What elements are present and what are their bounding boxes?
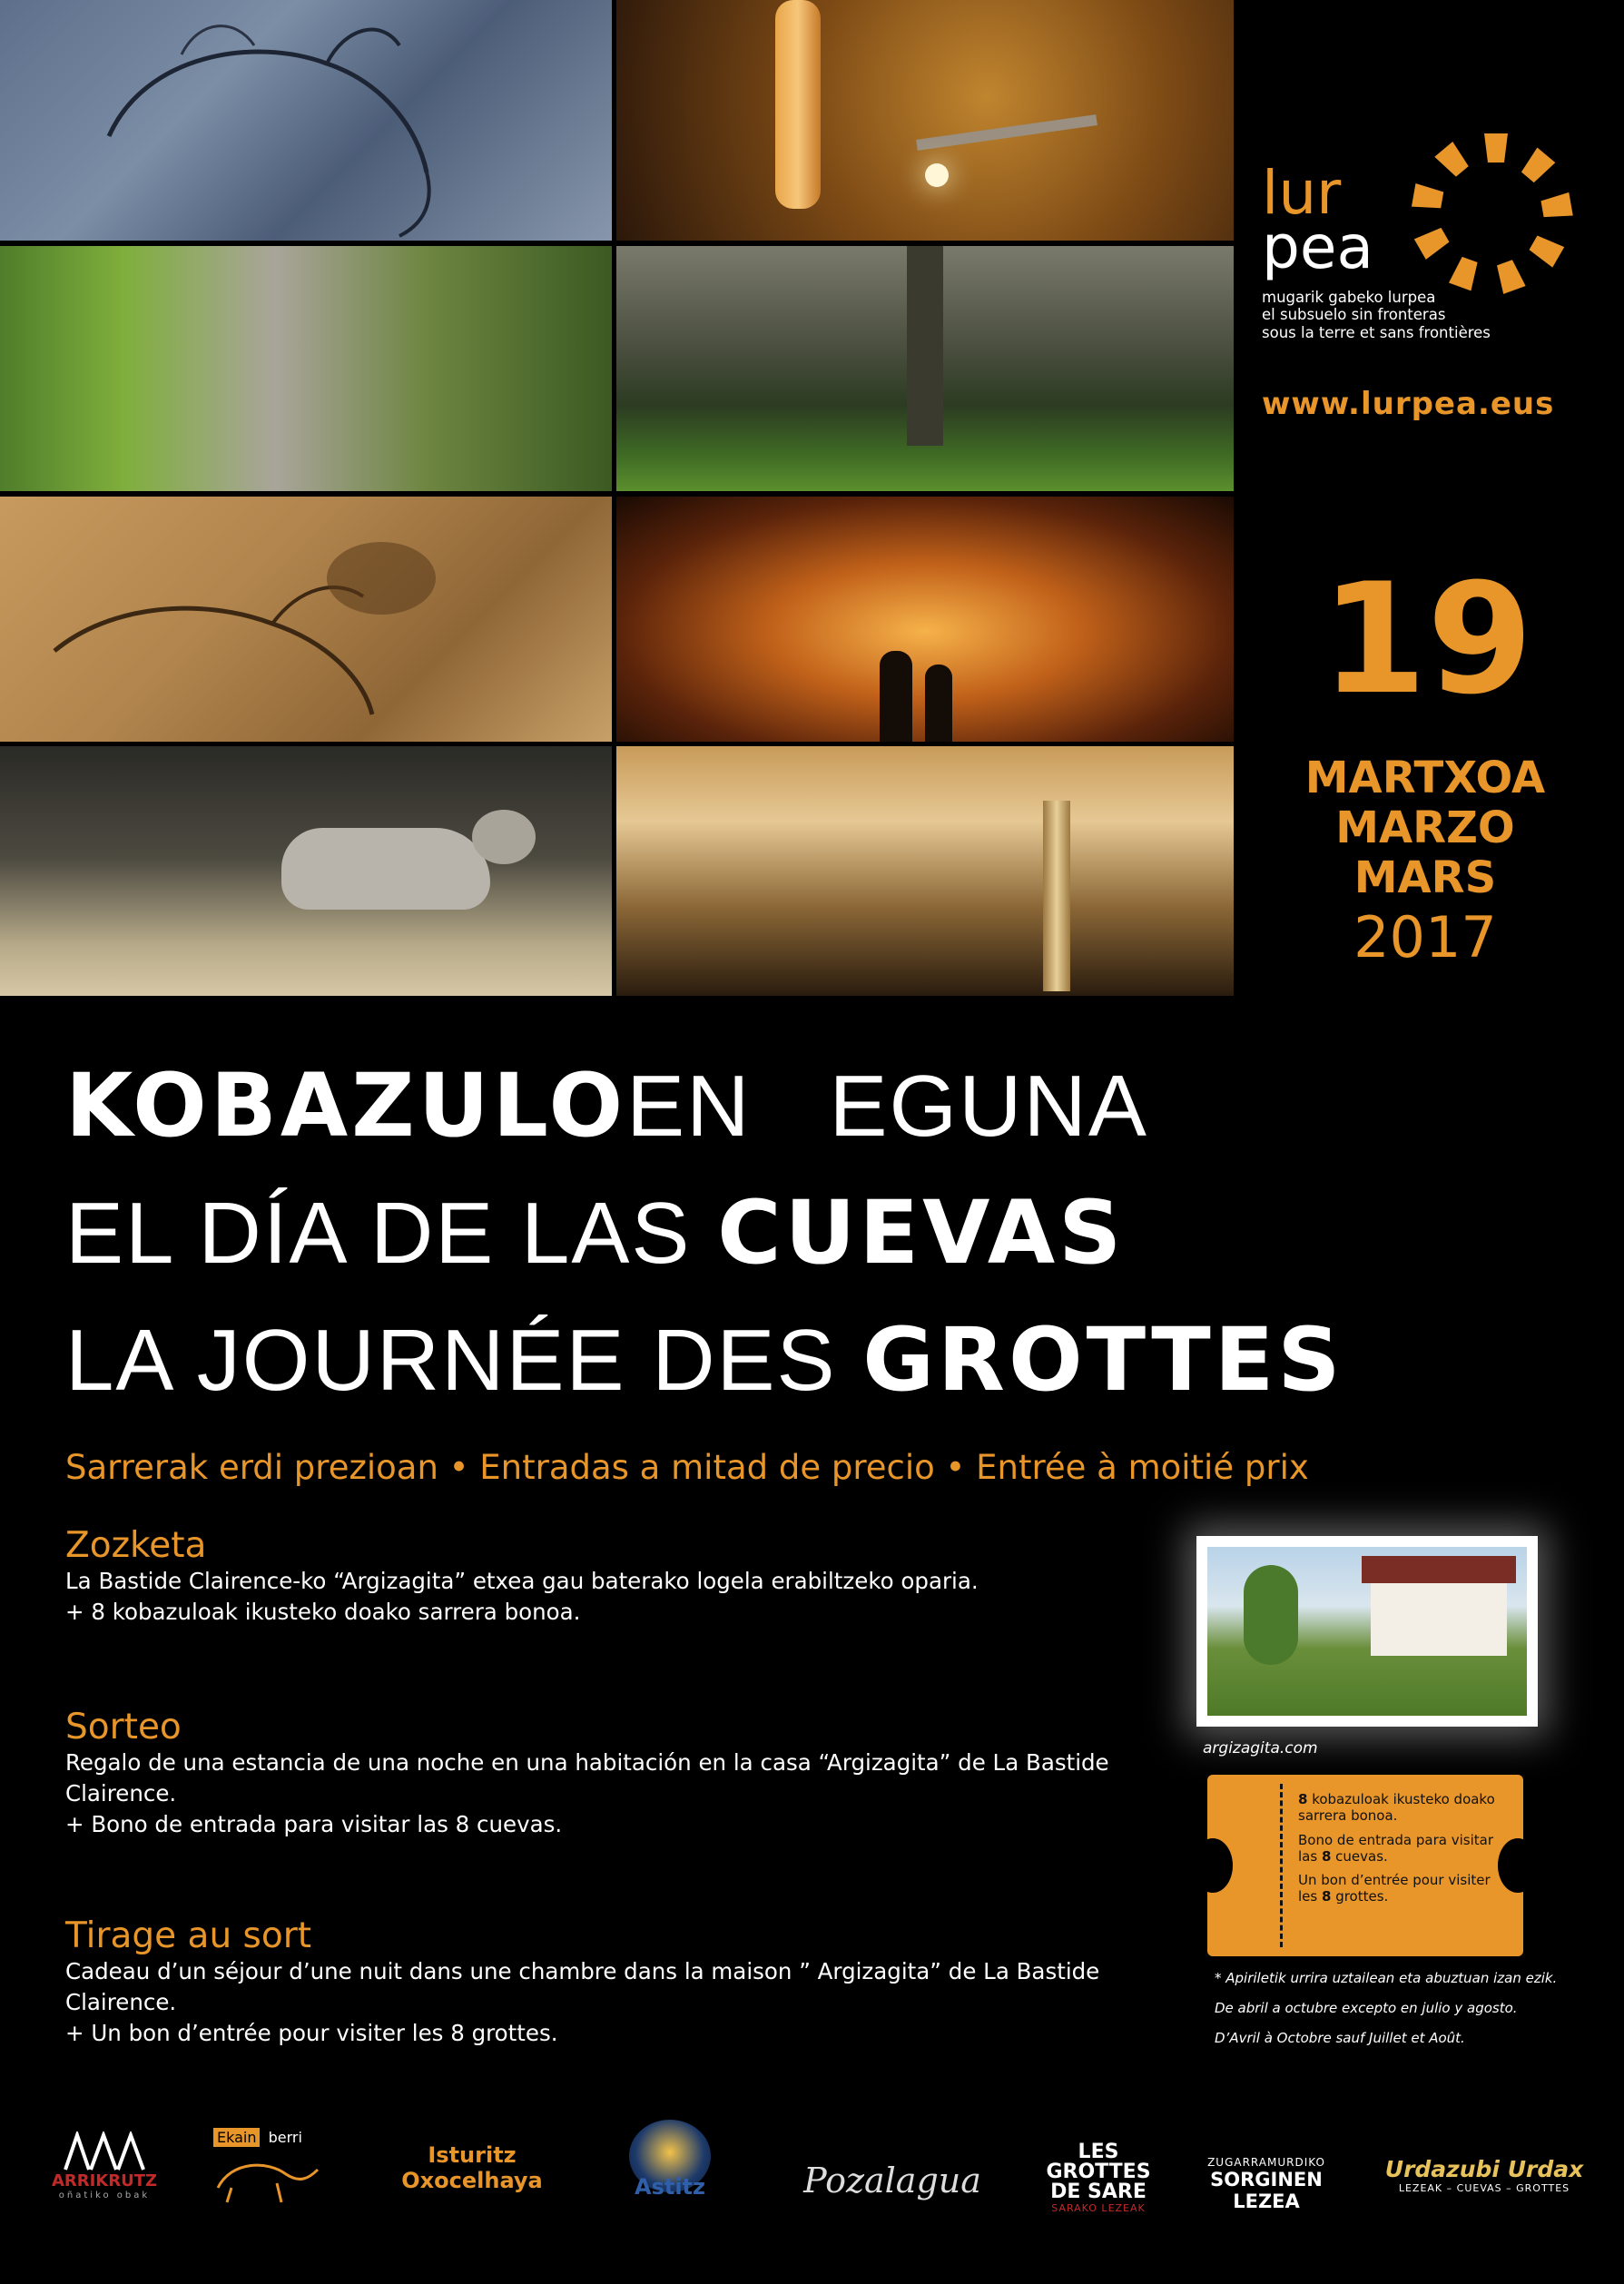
arrikrutz-icon (64, 2131, 145, 2171)
date-year: 2017 (1353, 903, 1497, 970)
house-photo-caption[interactable]: argizagita.com (1203, 1739, 1318, 1757)
title-es-bold: CUEVAS (717, 1182, 1126, 1284)
title-eu-regular: EN EGUNA (626, 1058, 1148, 1155)
section-line: + 8 kobazuloak ikusteko doako sarrera bonoa. (65, 1598, 581, 1625)
section-sorteo (65, 1707, 1182, 1839)
tagline-eu: mugarik gabeko lurpea (1262, 289, 1436, 306)
photo-cave-entrance-trees (616, 246, 1234, 491)
ticket-text-es: Bono de entrada para visitar las 8 cuevas. (1298, 1831, 1494, 1865)
section-heading: Tirage au sort (65, 1915, 312, 1956)
section-zozketa (65, 1525, 1191, 1628)
photo-cave-stalactite-walkway (616, 0, 1234, 241)
photo-cave-lion (0, 746, 612, 996)
sponsor-logo-arrikrutz: ARRIKRUTZ oñatiko obak (36, 2131, 172, 2200)
month-fr: MARS (1353, 852, 1497, 904)
section-heading: Sorteo (65, 1707, 182, 1747)
photo-mammoth-engraving (0, 0, 612, 241)
sponsor-logo-ekain: Ekain berri (213, 2129, 340, 2204)
house-photo-frame (1196, 1536, 1538, 1727)
ticket-text-fr: Un bon d’entrée pour visiter les 8 grottes. (1298, 1872, 1491, 1905)
sponsor-logo-isturitz: Isturitz Oxocelhaya (401, 2142, 543, 2193)
title-line-es (65, 1182, 1126, 1284)
section-tirage (65, 1915, 1191, 2048)
title-line-eu (65, 1055, 1148, 1157)
section-line: La Bastide Clairence-ko “Argizagita” etxea gau baterako logela erabiltzeko oparia. (65, 1568, 979, 1594)
title-fr-bold: GROTTES (862, 1309, 1344, 1411)
title-line-fr (65, 1309, 1344, 1411)
photo-gorge-forest (0, 246, 612, 491)
date-months (1271, 753, 1580, 970)
ticket-text-eu: 8 kobazuloak ikusteko doako sarrera bonoa. (1298, 1791, 1495, 1825)
half-price-subtitle: Sarrerak erdi prezioan • Entradas a mitad de precio • Entrée à moitié prix (65, 1448, 1309, 1487)
sponsor-logo-astitz: Astitz (606, 2120, 733, 2200)
photo-cave-stalactites-walkway (616, 746, 1234, 996)
horse-icon (213, 2151, 322, 2204)
tagline-fr: sous la terre et sans frontières (1262, 323, 1491, 341)
month-eu: MARTXOA (1304, 753, 1546, 803)
brand-logo (1262, 127, 1598, 345)
photo-cave-painting-horse (0, 497, 612, 742)
date-day: 19 (1321, 550, 1533, 728)
title-eu-bold: KOBAZULO (65, 1055, 627, 1157)
brand-name-pea: pea (1262, 212, 1373, 282)
sponsor-logo-urdazubi: Urdazubi Urdax LEZEAK – CUEVAS – GROTTES (1384, 2156, 1584, 2194)
sponsor-logo-sare: LES GROTTES DE SARE SARAKO LEZEAK (1046, 2141, 1151, 2214)
title-es-regular: EL DÍA DE LAS (65, 1185, 718, 1282)
brand-name-lur: lur (1262, 158, 1342, 228)
sponsor-logo-pozalagua: Pozalagua (803, 2161, 981, 2200)
note-fr: D’Avril à Octobre sauf Juillet et Août. (1215, 2029, 1465, 2046)
website-link[interactable]: www.lurpea.eus (1262, 386, 1555, 422)
availability-notes (1215, 1970, 1596, 2046)
section-line: Regalo de una estancia de una noche en una habitación en la casa “Argizagita” de La Bastide Clairence. (65, 1749, 1109, 1807)
house-photo (1207, 1547, 1527, 1716)
section-heading: Zozketa (65, 1525, 207, 1566)
note-eu: * Apiriletik urrira uztailean eta abuztuan izan ezik. (1215, 1970, 1558, 1986)
sun-spiral-icon (1405, 127, 1578, 300)
sponsor-logo-sorginen: ZUGARRAMURDIKO SORGINEN LEZEA (1207, 2156, 1325, 2212)
section-line: Cadeau d’un séjour d’une nuit dans une chambre dans la maison ” Argizagita” de La Bastide Clairence. (65, 1958, 1100, 2015)
section-line: + Bono de entrada para visitar las 8 cuevas. (65, 1810, 563, 1837)
photo-cave-people-lit (616, 497, 1234, 742)
ticket-voucher (1207, 1775, 1523, 1956)
note-es: De abril a octubre excepto en julio y agosto. (1215, 1999, 1518, 2016)
tagline-es: el subsuelo sin fronteras (1262, 306, 1446, 324)
section-line: + Un bon d’entrée pour visiter les 8 grottes. (65, 2019, 558, 2046)
month-es: MARZO (1335, 802, 1515, 854)
title-fr-regular: LA JOURNÉE DES (65, 1312, 863, 1409)
brand-tagline (1262, 289, 1598, 341)
